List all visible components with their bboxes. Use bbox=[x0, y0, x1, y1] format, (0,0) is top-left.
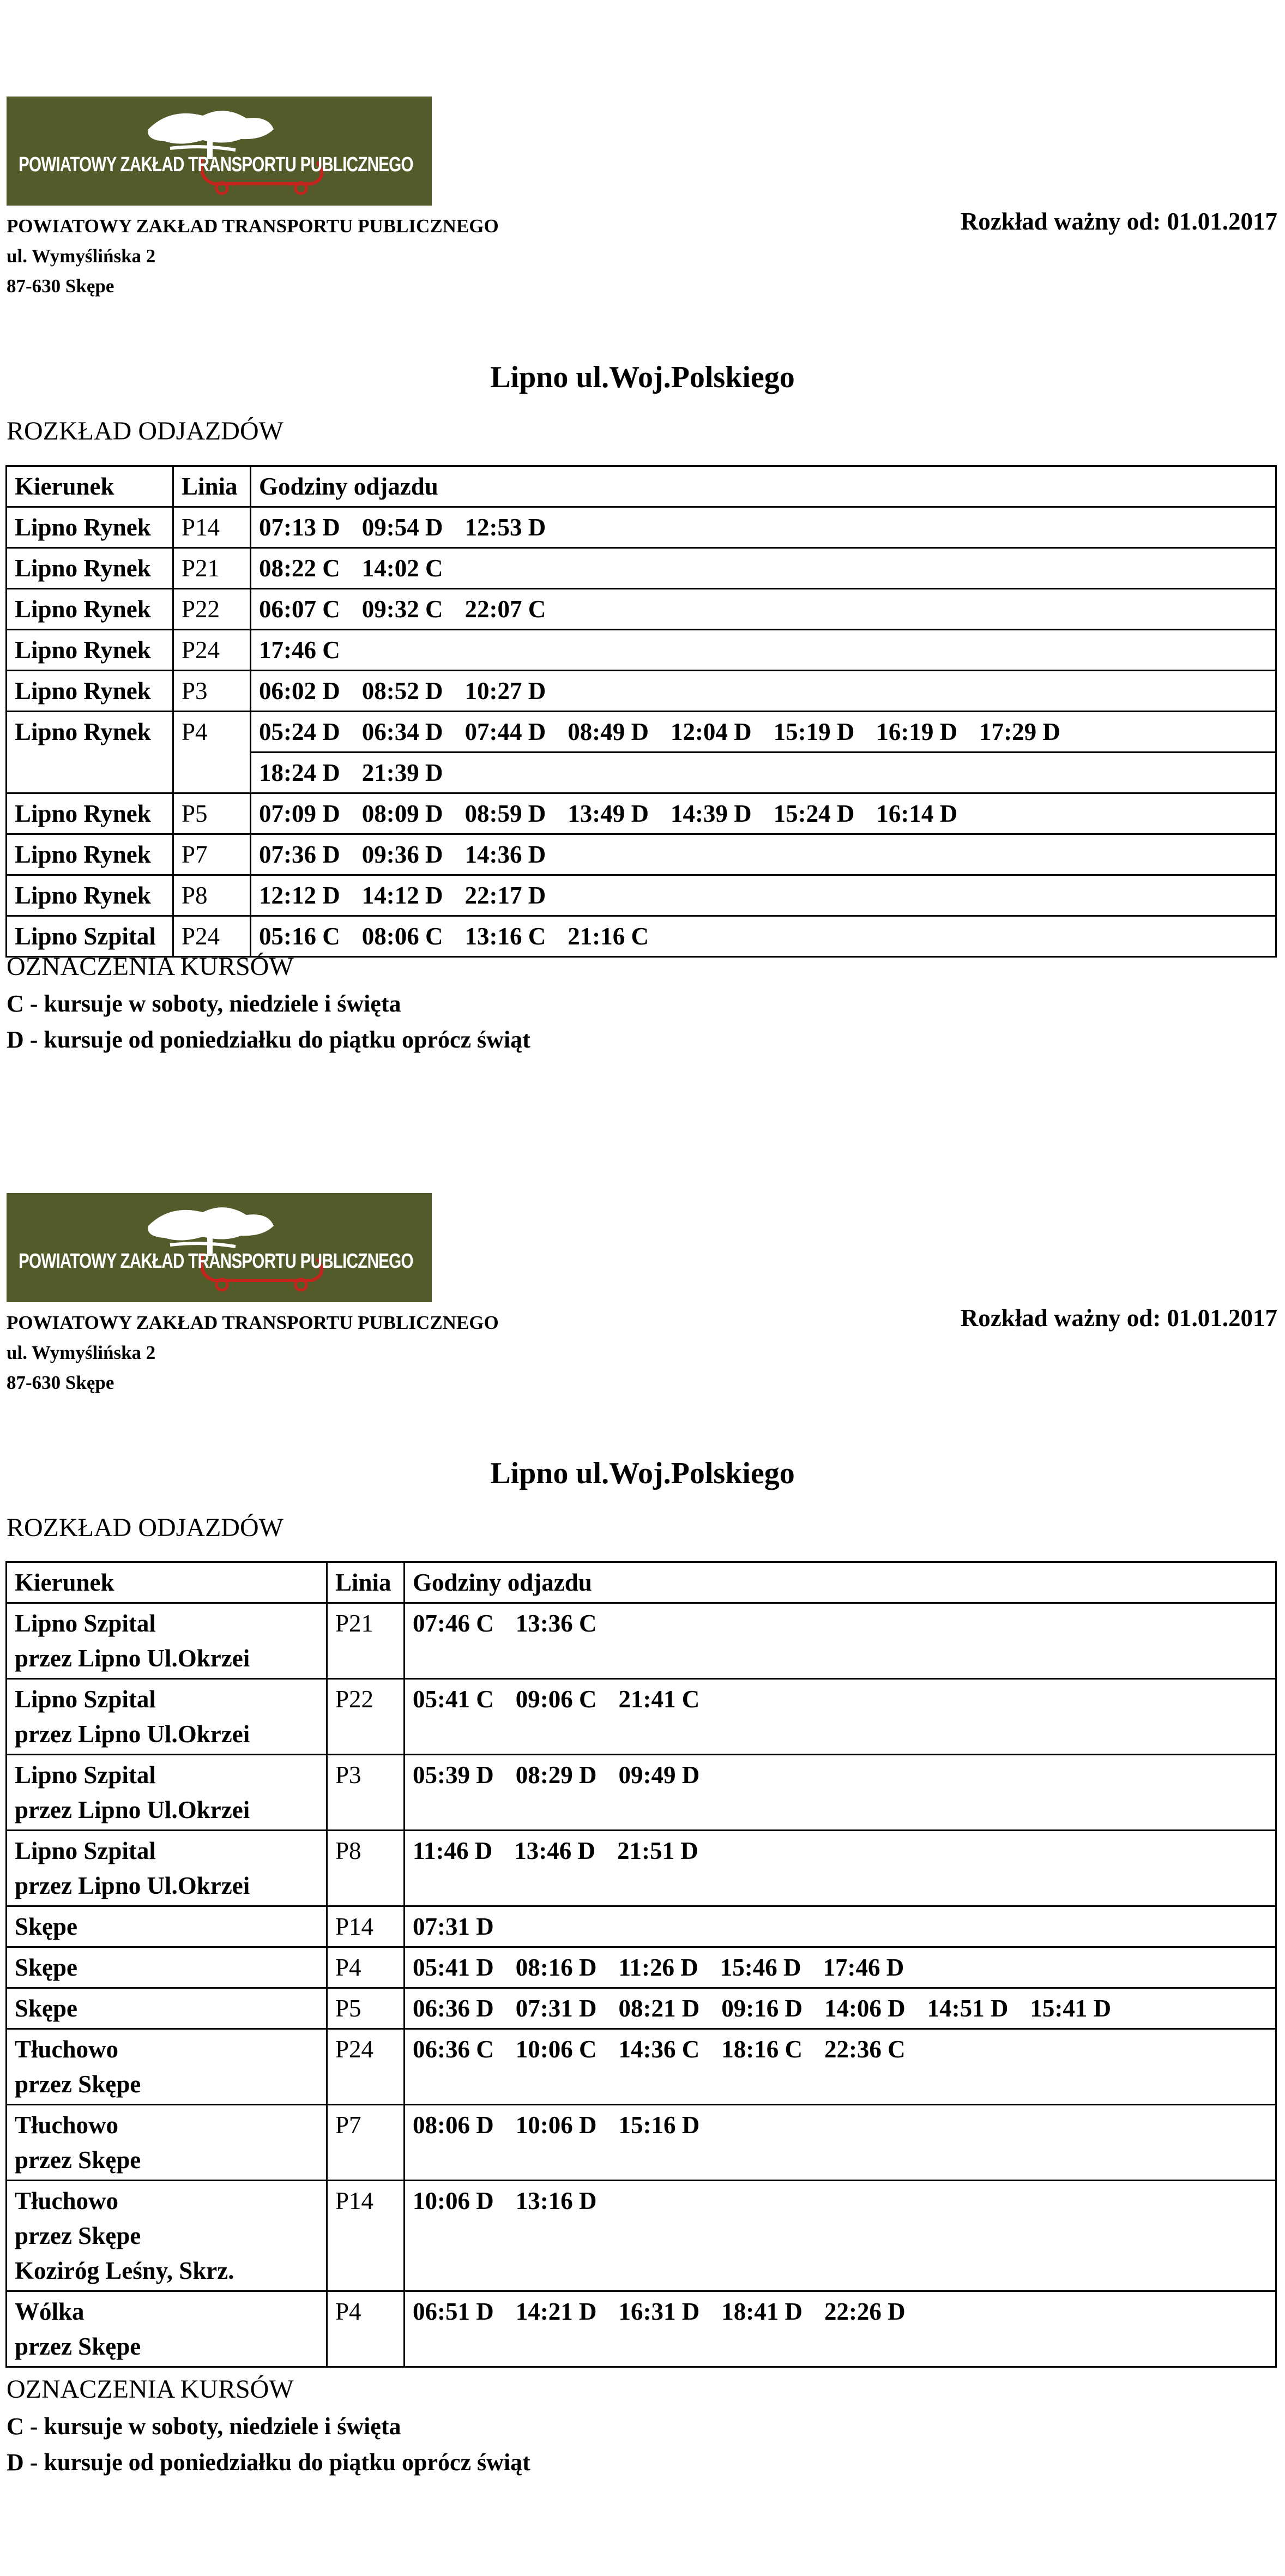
departure-time: 13:16 C bbox=[464, 923, 546, 950]
departure-time: 09:49 D bbox=[618, 1761, 700, 1789]
times-cell bbox=[251, 548, 1276, 589]
table-row bbox=[7, 1679, 1276, 1755]
departure-time: 15:46 D bbox=[720, 1954, 801, 1981]
stop-name: Lipno ul.Woj.Polskiego bbox=[490, 360, 795, 394]
times-cell bbox=[405, 1679, 1276, 1755]
departure-time: 08:49 D bbox=[568, 718, 649, 745]
times-cell bbox=[405, 2181, 1276, 2291]
departure-time: 22:26 D bbox=[824, 2298, 906, 2325]
times-cell bbox=[251, 793, 1276, 834]
times-cell bbox=[251, 712, 1276, 753]
col-line: Linia bbox=[327, 1562, 405, 1603]
direction-cell bbox=[7, 1679, 327, 1755]
company-logo bbox=[7, 97, 432, 206]
direction-line: Lipno Rynek bbox=[15, 841, 151, 868]
legend-d: D - kursuje od poniedziałku do piątku oprócz świąt bbox=[7, 1026, 530, 1053]
departure-time: 21:51 D bbox=[617, 1837, 698, 1864]
direction-cell bbox=[7, 834, 173, 875]
direction-line: Lipno Rynek bbox=[15, 555, 151, 582]
departure-time: 09:54 D bbox=[361, 514, 443, 541]
departure-time: 07:46 C bbox=[413, 1610, 494, 1637]
direction-cell bbox=[7, 2291, 327, 2367]
direction-line: Skępe bbox=[15, 1995, 78, 2022]
departure-time: 08:16 D bbox=[515, 1954, 597, 1981]
direction-cell bbox=[7, 548, 173, 589]
direction-line: Lipno Szpital bbox=[15, 1761, 156, 1789]
stop-name: Lipno ul.Woj.Polskiego bbox=[490, 1456, 795, 1490]
departure-time: 08:22 C bbox=[259, 555, 340, 582]
company-address bbox=[7, 211, 499, 301]
direction-line: Tłuchowo bbox=[15, 2036, 119, 2063]
logo-text: POWIATOWY ZAKŁAD TRANSPORTU PUBLICZNEGO bbox=[19, 153, 413, 176]
direction-line: Skępe bbox=[15, 1954, 78, 1981]
table-row bbox=[7, 1831, 1276, 1906]
departure-time: 07:36 D bbox=[259, 841, 340, 868]
departure-time: 13:49 D bbox=[568, 800, 649, 827]
legend bbox=[7, 948, 530, 1058]
direction-line: Lipno Szpital bbox=[15, 1837, 156, 1864]
company-city: 87-630 Skępe bbox=[7, 275, 114, 297]
times-cell bbox=[405, 2105, 1276, 2181]
direction-cell bbox=[7, 2105, 327, 2181]
times-cell bbox=[251, 671, 1276, 712]
departure-time: 17:46 C bbox=[259, 636, 340, 664]
direction-line: przez Skępe bbox=[15, 2071, 141, 2098]
direction-line: Lipno Rynek bbox=[15, 882, 151, 909]
col-times: Godziny odjazdu bbox=[251, 466, 1276, 507]
direction-cell bbox=[7, 1947, 327, 1988]
table-row bbox=[7, 1947, 1276, 1988]
table-row bbox=[7, 2181, 1276, 2291]
departure-time: 14:51 D bbox=[927, 1995, 1009, 2022]
times-cell bbox=[405, 2291, 1276, 2367]
direction-line: przez Lipno Ul.Okrzei bbox=[15, 1645, 250, 1672]
direction-line: Lipno Szpital bbox=[15, 1686, 156, 1713]
departures-table bbox=[5, 1561, 1277, 2368]
section-heading: ROZKŁAD ODJAZDÓW bbox=[7, 417, 283, 446]
company-name: POWIATOWY ZAKŁAD TRANSPORTU PUBLICZNEGO bbox=[7, 215, 499, 237]
line-cell: P7 bbox=[327, 2105, 405, 2181]
legend-title: OZNACZENIA KURSÓW bbox=[7, 2375, 294, 2404]
company-logo bbox=[7, 1193, 432, 1302]
direction-line: przez Skępe bbox=[15, 2222, 141, 2249]
direction-cell bbox=[7, 2029, 327, 2105]
line-cell: P22 bbox=[327, 1679, 405, 1755]
departure-time: 13:46 D bbox=[514, 1837, 595, 1864]
departure-time: 10:06 D bbox=[515, 2111, 597, 2139]
direction-line: Tłuchowo bbox=[15, 2111, 119, 2139]
departure-time: 08:59 D bbox=[464, 800, 546, 827]
departure-time: 14:39 D bbox=[670, 800, 752, 827]
table-row bbox=[7, 2105, 1276, 2181]
times-cell bbox=[251, 630, 1276, 671]
direction-line: przez Skępe bbox=[15, 2146, 141, 2174]
company-street: ul. Wymyślińska 2 bbox=[7, 245, 156, 267]
valid-from: Rozkład ważny od: 01.01.2017 bbox=[960, 1304, 1277, 1332]
departure-time: 15:41 D bbox=[1030, 1995, 1112, 2022]
line-cell: P5 bbox=[327, 1988, 405, 2029]
departure-time: 11:26 D bbox=[618, 1954, 698, 1981]
direction-line: przez Skępe bbox=[15, 2333, 141, 2360]
departure-time: 18:16 C bbox=[721, 2036, 803, 2063]
departure-time: 15:16 D bbox=[618, 2111, 700, 2139]
valid-from: Rozkład ważny od: 01.01.2017 bbox=[960, 208, 1277, 235]
departure-time: 11:46 D bbox=[413, 1837, 493, 1864]
legend-c: C - kursuje w soboty, niedziele i święta bbox=[7, 2413, 401, 2440]
direction-line: Koziróg Leśny, Skrz. bbox=[15, 2257, 234, 2284]
line-cell: P24 bbox=[173, 630, 251, 671]
departure-time: 13:36 C bbox=[515, 1610, 597, 1637]
direction-line: Lipno Rynek bbox=[15, 636, 151, 664]
direction-cell bbox=[7, 589, 173, 630]
departure-time: 05:24 D bbox=[259, 718, 340, 745]
times-cell bbox=[405, 1603, 1276, 1679]
col-times: Godziny odjazdu bbox=[405, 1562, 1276, 1603]
departure-time: 09:16 D bbox=[721, 1995, 803, 2022]
departure-time: 05:16 C bbox=[259, 923, 340, 950]
line-cell: P14 bbox=[327, 2181, 405, 2291]
departure-time: 22:36 C bbox=[824, 2036, 906, 2063]
company-address bbox=[7, 1308, 499, 1398]
departure-time: 05:41 D bbox=[413, 1954, 494, 1981]
line-cell: P4 bbox=[327, 1947, 405, 1988]
logo-text: POWIATOWY ZAKŁAD TRANSPORTU PUBLICZNEGO bbox=[19, 1250, 413, 1273]
direction-line: Skępe bbox=[15, 1913, 78, 1940]
departure-time: 10:06 C bbox=[515, 2036, 597, 2063]
departure-time: 07:13 D bbox=[259, 514, 340, 541]
times-cell bbox=[405, 1831, 1276, 1906]
times-cell bbox=[251, 507, 1276, 548]
line-cell: P3 bbox=[173, 671, 251, 712]
departure-time: 10:27 D bbox=[464, 677, 546, 705]
line-cell: P14 bbox=[327, 1906, 405, 1947]
departure-time: 08:29 D bbox=[515, 1761, 597, 1789]
departure-time: 06:34 D bbox=[361, 718, 443, 745]
table-row bbox=[7, 589, 1276, 630]
times-cell bbox=[405, 1755, 1276, 1831]
legend bbox=[7, 2370, 530, 2481]
departure-time: 14:06 D bbox=[824, 1995, 906, 2022]
departure-time: 21:16 C bbox=[568, 923, 649, 950]
direction-line: Lipno Rynek bbox=[15, 800, 151, 827]
direction-line: przez Lipno Ul.Okrzei bbox=[15, 1872, 250, 1899]
table-row bbox=[7, 507, 1276, 548]
departure-time: 14:21 D bbox=[515, 2298, 597, 2325]
departure-time: 22:17 D bbox=[464, 882, 546, 909]
departure-time: 08:09 D bbox=[361, 800, 443, 827]
line-cell: P21 bbox=[327, 1603, 405, 1679]
direction-cell bbox=[7, 1988, 327, 2029]
direction-line: Lipno Rynek bbox=[15, 718, 151, 745]
line-cell: P3 bbox=[327, 1755, 405, 1831]
direction-line: Tłuchowo bbox=[15, 2187, 119, 2214]
departure-time: 16:31 D bbox=[618, 2298, 700, 2325]
times-cell bbox=[405, 2029, 1276, 2105]
direction-cell bbox=[7, 507, 173, 548]
table-row bbox=[7, 671, 1276, 712]
departure-time: 06:07 C bbox=[259, 595, 340, 623]
times-cell bbox=[251, 589, 1276, 630]
departure-time: 12:04 D bbox=[670, 718, 752, 745]
departure-time: 09:36 D bbox=[361, 841, 443, 868]
table-row bbox=[7, 2291, 1276, 2367]
departures-table bbox=[5, 465, 1277, 958]
departure-time: 07:31 D bbox=[515, 1995, 597, 2022]
direction-cell bbox=[7, 875, 173, 916]
direction-line: Lipno Szpital bbox=[15, 923, 156, 950]
direction-cell bbox=[7, 2181, 327, 2291]
departure-time: 14:02 C bbox=[361, 555, 443, 582]
departure-time: 17:29 D bbox=[979, 718, 1060, 745]
direction-line: Lipno Rynek bbox=[15, 514, 151, 541]
direction-cell bbox=[7, 793, 173, 834]
direction-line: Wólka bbox=[15, 2298, 85, 2325]
direction-line: Lipno Rynek bbox=[15, 677, 151, 705]
departure-time: 08:06 D bbox=[413, 2111, 494, 2139]
departure-time: 09:32 C bbox=[361, 595, 443, 623]
line-cell: P4 bbox=[173, 712, 251, 793]
departure-time: 05:41 C bbox=[413, 1686, 494, 1713]
departure-time: 08:21 D bbox=[618, 1995, 700, 2022]
departure-time: 15:19 D bbox=[773, 718, 855, 745]
departure-time: 15:24 D bbox=[773, 800, 855, 827]
direction-cell bbox=[7, 712, 173, 793]
table-row bbox=[7, 834, 1276, 875]
times-cell bbox=[405, 1988, 1276, 2029]
legend-d: D - kursuje od poniedziałku do piątku oprócz świąt bbox=[7, 2449, 530, 2476]
line-cell: P7 bbox=[173, 834, 251, 875]
legend-title: OZNACZENIA KURSÓW bbox=[7, 952, 294, 981]
direction-cell bbox=[7, 1831, 327, 1906]
table-row bbox=[7, 630, 1276, 671]
col-direction: Kierunek bbox=[7, 1562, 327, 1603]
col-line: Linia bbox=[173, 466, 251, 507]
departure-time: 08:52 D bbox=[361, 677, 443, 705]
departure-time: 18:24 D bbox=[259, 759, 340, 786]
table-row bbox=[7, 1906, 1276, 1947]
legend-c: C - kursuje w soboty, niedziele i święta bbox=[7, 990, 401, 1017]
col-direction: Kierunek bbox=[7, 466, 173, 507]
line-cell: P8 bbox=[327, 1831, 405, 1906]
direction-line: przez Lipno Ul.Okrzei bbox=[15, 1796, 250, 1823]
table-header bbox=[7, 1562, 1276, 1603]
times-cell bbox=[251, 753, 1276, 793]
departure-time: 05:39 D bbox=[413, 1761, 494, 1789]
departure-time: 07:44 D bbox=[464, 718, 546, 745]
departure-time: 06:51 D bbox=[413, 2298, 494, 2325]
table-header bbox=[7, 466, 1276, 507]
departure-time: 06:36 C bbox=[413, 2036, 494, 2063]
times-cell bbox=[405, 1947, 1276, 1988]
line-cell: P14 bbox=[173, 507, 251, 548]
times-cell bbox=[405, 1906, 1276, 1947]
departure-time: 17:46 D bbox=[823, 1954, 904, 1981]
table-row bbox=[7, 875, 1276, 916]
line-cell: P21 bbox=[173, 548, 251, 589]
departure-time: 18:41 D bbox=[721, 2298, 803, 2325]
table-row bbox=[7, 548, 1276, 589]
direction-line: Lipno Szpital bbox=[15, 1610, 156, 1637]
table-row bbox=[7, 712, 1276, 753]
times-cell bbox=[251, 875, 1276, 916]
departure-time: 22:07 C bbox=[464, 595, 546, 623]
departure-time: 21:39 D bbox=[361, 759, 443, 786]
departure-time: 13:16 D bbox=[515, 2187, 597, 2214]
section-heading: ROZKŁAD ODJAZDÓW bbox=[7, 1513, 283, 1542]
direction-cell bbox=[7, 630, 173, 671]
departure-time: 06:02 D bbox=[259, 677, 340, 705]
line-cell: P8 bbox=[173, 875, 251, 916]
direction-cell bbox=[7, 1603, 327, 1679]
line-cell: P24 bbox=[173, 916, 251, 957]
times-cell bbox=[251, 834, 1276, 875]
departure-time: 21:41 C bbox=[618, 1686, 700, 1713]
departure-time: 07:09 D bbox=[259, 800, 340, 827]
direction-line: Lipno Rynek bbox=[15, 595, 151, 623]
company-name: POWIATOWY ZAKŁAD TRANSPORTU PUBLICZNEGO bbox=[7, 1312, 499, 1333]
line-cell: P4 bbox=[327, 2291, 405, 2367]
departure-time: 14:36 C bbox=[618, 2036, 700, 2063]
company-street: ul. Wymyślińska 2 bbox=[7, 1342, 156, 1363]
departure-time: 16:14 D bbox=[876, 800, 958, 827]
table-row bbox=[7, 1988, 1276, 2029]
table-row bbox=[7, 1603, 1276, 1679]
departure-time: 16:19 D bbox=[876, 718, 958, 745]
tree-logo-icon bbox=[7, 97, 432, 206]
departure-time: 09:06 C bbox=[515, 1686, 597, 1713]
direction-cell bbox=[7, 671, 173, 712]
line-cell: P22 bbox=[173, 589, 251, 630]
direction-cell bbox=[7, 1755, 327, 1831]
departure-time: 12:12 D bbox=[259, 882, 340, 909]
tree-logo-icon bbox=[7, 1193, 432, 1302]
departure-time: 12:53 D bbox=[464, 514, 546, 541]
company-city: 87-630 Skępe bbox=[7, 1372, 114, 1393]
departure-time: 14:36 D bbox=[464, 841, 546, 868]
table-row bbox=[7, 1755, 1276, 1831]
line-cell: P24 bbox=[327, 2029, 405, 2105]
departure-time: 10:06 D bbox=[413, 2187, 494, 2214]
departure-time: 14:12 D bbox=[361, 882, 443, 909]
departure-time: 08:06 C bbox=[361, 923, 443, 950]
direction-cell bbox=[7, 1906, 327, 1947]
line-cell: P5 bbox=[173, 793, 251, 834]
table-row bbox=[7, 2029, 1276, 2105]
departure-time: 07:31 D bbox=[413, 1913, 494, 1940]
table-row bbox=[7, 793, 1276, 834]
departure-time: 06:36 D bbox=[413, 1995, 494, 2022]
direction-line: przez Lipno Ul.Okrzei bbox=[15, 1720, 250, 1748]
